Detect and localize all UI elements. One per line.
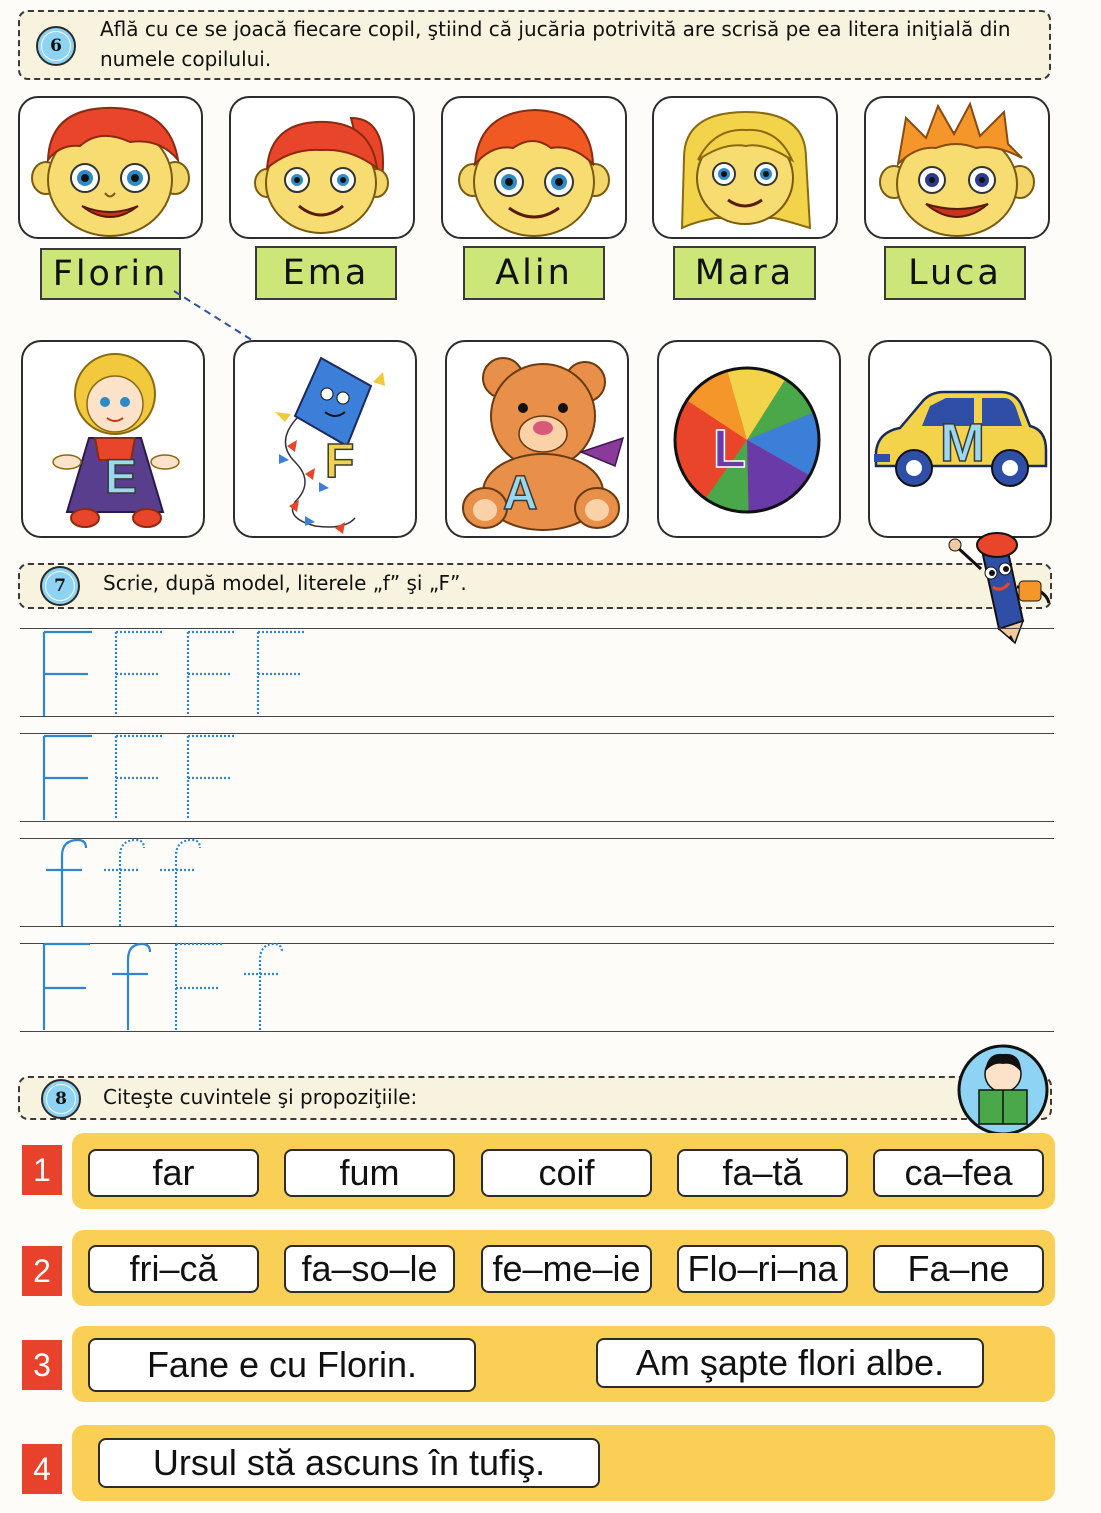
girl-face-icon — [231, 98, 413, 237]
word-card: ca–fea — [873, 1149, 1044, 1197]
child-card-mara — [652, 96, 838, 239]
child-card-luca — [864, 96, 1050, 239]
ball-icon — [659, 342, 839, 536]
row-number-3: 3 — [22, 1340, 62, 1390]
exercise-8-instruction: Citeşte cuvintele şi propoziţiile: — [103, 1085, 418, 1109]
toy-card-kite — [233, 340, 417, 538]
toy-letter-l: L — [713, 419, 746, 479]
name-label-mara: Mara — [673, 246, 816, 300]
exercise-8-number: 8 — [41, 1079, 81, 1119]
child-card-ema — [229, 96, 415, 239]
toy-card-ball — [657, 340, 841, 538]
toy-letter-a: A — [503, 467, 538, 520]
word-card: Fa–ne — [873, 1245, 1044, 1293]
row-number-1: 1 — [22, 1145, 62, 1195]
boy-face-icon — [866, 98, 1048, 237]
toy-letter-m: M — [940, 413, 985, 473]
letter-tracing-area — [20, 620, 340, 1040]
row-number-2: 2 — [22, 1246, 62, 1296]
toy-card-doll — [21, 340, 205, 538]
sentence-card: Am şapte flori albe. — [596, 1338, 984, 1388]
toy-letter-e: E — [105, 451, 138, 504]
pencil-mascot-icon — [945, 525, 1055, 645]
row-number-4: 4 — [22, 1444, 62, 1494]
doll-icon — [23, 342, 203, 536]
blonde-girl-face-icon — [654, 98, 836, 237]
word-card: Flo–ri–na — [677, 1245, 848, 1293]
child-card-florin — [18, 96, 203, 239]
boy-face-icon — [443, 98, 625, 237]
word-card: fe–me–ie — [481, 1245, 652, 1293]
toy-card-car — [868, 340, 1052, 538]
child-card-alin — [441, 96, 627, 239]
word-card: coif — [481, 1149, 652, 1197]
word-card: fa–so–le — [284, 1245, 455, 1293]
exercise-6-instruction-line2: numele copilului. — [100, 47, 272, 71]
name-label-luca: Luca — [884, 246, 1026, 300]
word-card: fri–că — [88, 1245, 259, 1293]
exercise-7-instruction: Scrie, după model, literele „f” şi „F”. — [103, 571, 467, 595]
name-label-ema: Ema — [255, 246, 397, 300]
exercise-6-instruction-line1: Află cu ce se joacă fiecare copil, ştiind că jucăria potrivită are scrisă pe ea litera iniţială din — [100, 17, 1011, 41]
reading-child-icon — [955, 1042, 1051, 1138]
sentence-card: Fane e cu Florin. — [88, 1338, 476, 1392]
toy-card-teddy — [445, 340, 629, 538]
exercise-7-number: 7 — [40, 566, 80, 606]
word-card: fa–tă — [677, 1149, 848, 1197]
word-card: far — [88, 1149, 259, 1197]
exercise-6-number: 6 — [36, 26, 76, 66]
word-card: fum — [284, 1149, 455, 1197]
boy-face-icon — [20, 98, 201, 237]
toy-letter-f: F — [325, 435, 355, 488]
sentence-card: Ursul stă ascuns în tufiş. — [98, 1438, 600, 1488]
name-label-florin: Florin — [40, 248, 181, 300]
name-label-alin: Alin — [463, 246, 605, 300]
